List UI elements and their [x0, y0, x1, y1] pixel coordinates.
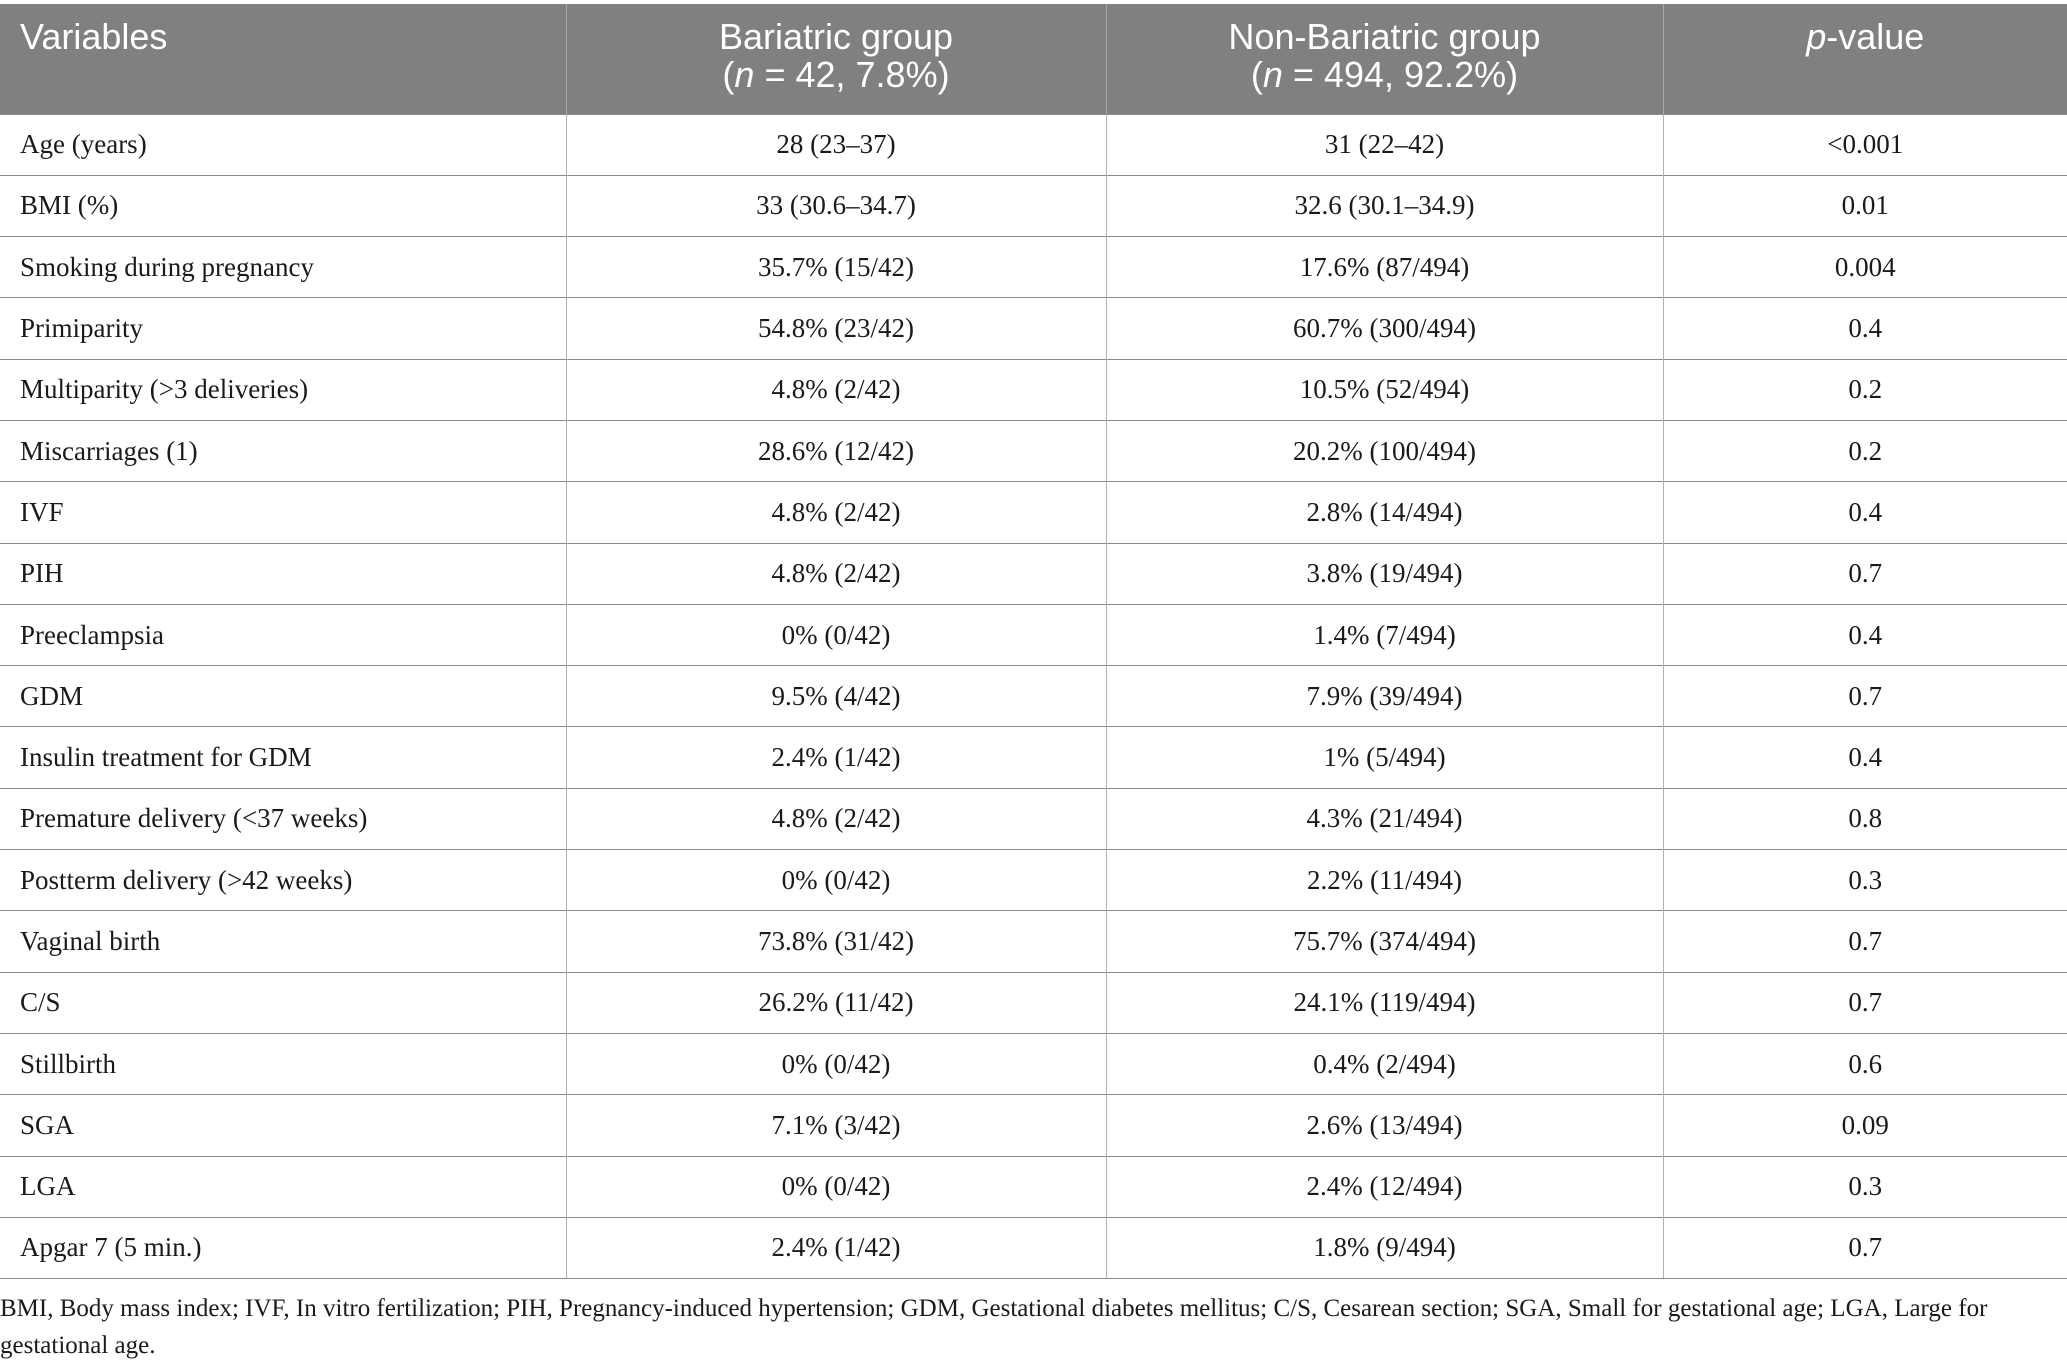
cell-nonbariatric: 24.1% (119/494) [1106, 972, 1663, 1033]
header-nonbariatric-n-rest: = 494, 92.2%) [1282, 54, 1519, 95]
table-row [0, 850, 2067, 911]
cell-bariatric: 54.8% (23/42) [566, 298, 1106, 359]
cell-p-value: 0.3 [1663, 850, 2067, 911]
cell-nonbariatric: 31 (22–42) [1106, 114, 1663, 175]
cell-p-value: 0.7 [1663, 543, 2067, 604]
cell-nonbariatric: 7.9% (39/494) [1106, 666, 1663, 727]
table-row [0, 972, 2067, 1033]
cell-p-value: 0.2 [1663, 420, 2067, 481]
cell-nonbariatric: 1% (5/494) [1106, 727, 1663, 788]
cell-variable: IVF [0, 482, 566, 543]
table-row [0, 175, 2067, 236]
cell-bariatric: 26.2% (11/42) [566, 972, 1106, 1033]
cell-bariatric: 0% (0/42) [566, 1156, 1106, 1217]
header-bariatric-line1: Bariatric group [718, 16, 954, 57]
header-bariatric-n-rest: = 42, 7.8%) [754, 54, 950, 95]
cell-bariatric: 33 (30.6–34.7) [566, 175, 1106, 236]
header-nonbariatric-n-label: n [1262, 54, 1283, 95]
header-nonbariatric-line1: Non-Bariatric group [1228, 16, 1541, 57]
cell-variable: BMI (%) [0, 175, 566, 236]
cell-bariatric: 9.5% (4/42) [566, 666, 1106, 727]
cell-variable: Postterm delivery (>42 weeks) [0, 850, 566, 911]
cell-nonbariatric: 60.7% (300/494) [1106, 298, 1663, 359]
cell-bariatric: 0% (0/42) [566, 1033, 1106, 1094]
cell-variable: Premature delivery (<37 weeks) [0, 788, 566, 849]
header-nonbariatric-group: Non-Bariatric group (n = 494, 92.2%) [1106, 4, 1663, 114]
cell-p-value: 0.7 [1663, 911, 2067, 972]
cell-variable: Preeclampsia [0, 604, 566, 665]
cell-bariatric: 4.8% (2/42) [566, 482, 1106, 543]
cell-p-value: 0.01 [1663, 175, 2067, 236]
cell-nonbariatric: 32.6 (30.1–34.9) [1106, 175, 1663, 236]
cell-variable: Multiparity (>3 deliveries) [0, 359, 566, 420]
table-row [0, 604, 2067, 665]
cell-p-value: 0.004 [1663, 237, 2067, 298]
cell-p-value: 0.3 [1663, 1156, 2067, 1217]
cell-bariatric: 28.6% (12/42) [566, 420, 1106, 481]
cell-bariatric: 0% (0/42) [566, 850, 1106, 911]
cell-bariatric: 2.4% (1/42) [566, 1217, 1106, 1278]
cell-variable: Miscarriages (1) [0, 420, 566, 481]
cell-bariatric: 4.8% (2/42) [566, 543, 1106, 604]
cell-nonbariatric: 1.4% (7/494) [1106, 604, 1663, 665]
cell-nonbariatric: 10.5% (52/494) [1106, 359, 1663, 420]
cell-nonbariatric: 0.4% (2/494) [1106, 1033, 1663, 1094]
cell-nonbariatric: 2.6% (13/494) [1106, 1095, 1663, 1156]
cell-bariatric: 2.4% (1/42) [566, 727, 1106, 788]
cell-variable: PIH [0, 543, 566, 604]
header-p-label: p [1806, 16, 1827, 57]
cell-nonbariatric: 17.6% (87/494) [1106, 237, 1663, 298]
header-p-value [1663, 4, 2067, 114]
table-row [0, 1217, 2067, 1278]
cell-nonbariatric: 4.3% (21/494) [1106, 788, 1663, 849]
data-table [0, 4, 2067, 1279]
table-row [0, 359, 2067, 420]
cell-p-value: 0.7 [1663, 972, 2067, 1033]
cell-variable: LGA [0, 1156, 566, 1217]
table-row [0, 911, 2067, 972]
cell-p-value: 0.6 [1663, 1033, 2067, 1094]
cell-bariatric: 28 (23–37) [566, 114, 1106, 175]
cell-p-value: 0.2 [1663, 359, 2067, 420]
cell-p-value: <0.001 [1663, 114, 2067, 175]
cell-nonbariatric: 2.2% (11/494) [1106, 850, 1663, 911]
header-variables-label: Variables [20, 16, 168, 57]
cell-variable: GDM [0, 666, 566, 727]
header-p-rest: -value [1826, 16, 1925, 57]
cell-nonbariatric: 20.2% (100/494) [1106, 420, 1663, 481]
table-row [0, 420, 2067, 481]
table-row [0, 298, 2067, 359]
header-bariatric-group: Bariatric group (n = 42, 7.8%) [566, 4, 1106, 114]
table-row [0, 482, 2067, 543]
table-row [0, 1095, 2067, 1156]
header-variables [0, 4, 566, 114]
cell-nonbariatric: 2.8% (14/494) [1106, 482, 1663, 543]
cell-nonbariatric: 75.7% (374/494) [1106, 911, 1663, 972]
cell-p-value: 0.8 [1663, 788, 2067, 849]
cell-variable: C/S [0, 972, 566, 1033]
cell-variable: Smoking during pregnancy [0, 237, 566, 298]
table-body [0, 114, 2067, 1279]
cell-variable: Insulin treatment for GDM [0, 727, 566, 788]
header-bariatric-n-label: n [734, 54, 755, 95]
table-footnote: BMI, Body mass index; IVF, In vitro fertilization; PIH, Pregnancy-induced hypertension; GDM, Gestational diabetes mellitus; C/S, Cesarean section; SGA, Small for gestational age; LGA, Large for gestational age. [0, 1295, 1988, 1359]
table-row [0, 237, 2067, 298]
cell-bariatric: 4.8% (2/42) [566, 788, 1106, 849]
cell-p-value: 0.4 [1663, 727, 2067, 788]
cell-bariatric: 0% (0/42) [566, 604, 1106, 665]
data-table-container [0, 4, 2067, 1279]
table-row [0, 543, 2067, 604]
table-row [0, 114, 2067, 175]
cell-bariatric: 35.7% (15/42) [566, 237, 1106, 298]
cell-variable: Stillbirth [0, 1033, 566, 1094]
cell-bariatric: 7.1% (3/42) [566, 1095, 1106, 1156]
cell-nonbariatric: 2.4% (12/494) [1106, 1156, 1663, 1217]
cell-variable: Primiparity [0, 298, 566, 359]
cell-variable: SGA [0, 1095, 566, 1156]
header-row [0, 4, 2067, 114]
cell-variable: Vaginal birth [0, 911, 566, 972]
table-header [0, 4, 2067, 114]
table-row [0, 1156, 2067, 1217]
table-row [0, 788, 2067, 849]
table-row [0, 666, 2067, 727]
cell-p-value: 0.4 [1663, 604, 2067, 665]
cell-p-value: 0.7 [1663, 1217, 2067, 1278]
cell-variable: Age (years) [0, 114, 566, 175]
cell-p-value: 0.09 [1663, 1095, 2067, 1156]
table-row [0, 1033, 2067, 1094]
cell-bariatric: 73.8% (31/42) [566, 911, 1106, 972]
table-row [0, 727, 2067, 788]
cell-bariatric: 4.8% (2/42) [566, 359, 1106, 420]
cell-nonbariatric: 3.8% (19/494) [1106, 543, 1663, 604]
cell-variable: Apgar 7 (5 min.) [0, 1217, 566, 1278]
cell-p-value: 0.4 [1663, 298, 2067, 359]
cell-p-value: 0.7 [1663, 666, 2067, 727]
cell-nonbariatric: 1.8% (9/494) [1106, 1217, 1663, 1278]
cell-p-value: 0.4 [1663, 482, 2067, 543]
